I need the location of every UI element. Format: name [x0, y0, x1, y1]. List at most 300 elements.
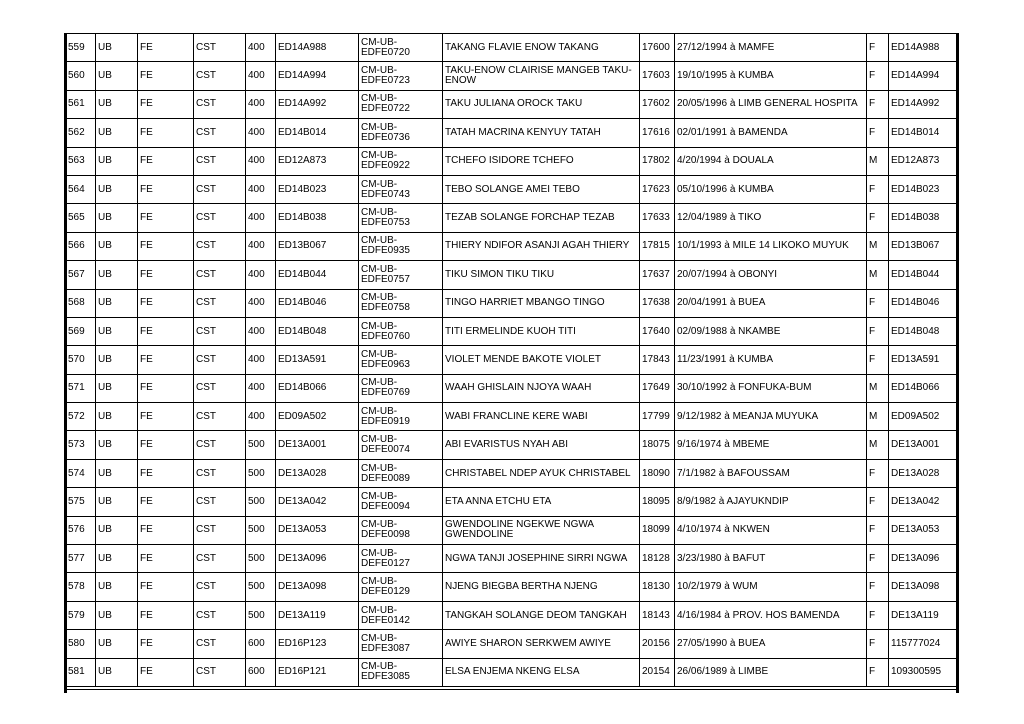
cell-id: DE13A042: [889, 488, 959, 516]
cell-faculty: FE: [138, 147, 194, 175]
cell-name: ETA ANNA ETCHU ETA: [443, 488, 640, 516]
roster-body: [66, 34, 959, 687]
cell-department: CST: [194, 431, 246, 459]
cell-number: 566: [66, 232, 96, 260]
cell-reference: 17600: [640, 34, 675, 62]
cell-reference: 17649: [640, 374, 675, 402]
cell-faculty: FE: [138, 601, 194, 629]
cell-sex: F: [867, 175, 889, 203]
cell-name: WAAH GHISLAIN NJOYA WAAH: [443, 374, 640, 402]
cell-institution: UB: [96, 175, 138, 203]
cell-level: 500: [246, 601, 276, 629]
cell-faculty: FE: [138, 658, 194, 686]
cell-faculty: FE: [138, 90, 194, 118]
cell-id: DE13A096: [889, 545, 959, 573]
cell-id: 115777024: [889, 630, 959, 658]
cell-level: 400: [246, 289, 276, 317]
cell-birth: 05/10/1996 à KUMBA: [675, 175, 867, 203]
table-row: [66, 488, 959, 516]
cell-code: CM-UB-DEFE0129: [359, 573, 443, 601]
cell-number: 570: [66, 346, 96, 374]
cell-code: CM-UB-DEFE0094: [359, 488, 443, 516]
cell-level: 400: [246, 403, 276, 431]
cell-birth: 4/20/1994 à DOUALA: [675, 147, 867, 175]
cell-institution: UB: [96, 573, 138, 601]
cell-matricule: DE13A042: [276, 488, 359, 516]
cell-department: CST: [194, 573, 246, 601]
cell-institution: UB: [96, 516, 138, 544]
cell-id: ED14B023: [889, 175, 959, 203]
cell-sex: F: [867, 119, 889, 147]
cell-department: CST: [194, 204, 246, 232]
cell-matricule: DE13A053: [276, 516, 359, 544]
cell-institution: UB: [96, 90, 138, 118]
cell-department: CST: [194, 658, 246, 686]
cell-birth: 7/1/1982 à BAFOUSSAM: [675, 459, 867, 487]
cell-sex: M: [867, 261, 889, 289]
cell-reference: 20154: [640, 658, 675, 686]
cell-birth: 02/09/1988 à NKAMBE: [675, 317, 867, 345]
cell-department: CST: [194, 34, 246, 62]
cell-faculty: FE: [138, 459, 194, 487]
cell-id: DE13A098: [889, 573, 959, 601]
cell-level: 400: [246, 90, 276, 118]
cell-number: 562: [66, 119, 96, 147]
cell-id: ED09A502: [889, 403, 959, 431]
cell-level: 400: [246, 261, 276, 289]
cell-name: WABI FRANCLINE KERE WABI: [443, 403, 640, 431]
cell-faculty: FE: [138, 261, 194, 289]
cell-level: 400: [246, 374, 276, 402]
cell-sex: F: [867, 459, 889, 487]
cell-birth: 30/10/1992 à FONFUKA-BUM: [675, 374, 867, 402]
cell-faculty: FE: [138, 232, 194, 260]
cell-sex: F: [867, 573, 889, 601]
cell-birth: 20/05/1996 à LIMB GENERAL HOSPITA: [675, 90, 867, 118]
table-row: [66, 232, 959, 260]
cell-sex: F: [867, 601, 889, 629]
cell-faculty: FE: [138, 346, 194, 374]
cell-faculty: FE: [138, 545, 194, 573]
cell-level: 400: [246, 317, 276, 345]
cell-matricule: DE13A096: [276, 545, 359, 573]
cell-faculty: FE: [138, 34, 194, 62]
cell-code: CM-UB-EDFE0922: [359, 147, 443, 175]
cell-level: 500: [246, 516, 276, 544]
cell-number: 571: [66, 374, 96, 402]
cell-matricule: ED14B044: [276, 261, 359, 289]
cell-institution: UB: [96, 204, 138, 232]
cell-birth: 9/12/1982 à MEANJA MUYUKA: [675, 403, 867, 431]
cell-number: 576: [66, 516, 96, 544]
cell-reference: 17616: [640, 119, 675, 147]
cell-level: 400: [246, 119, 276, 147]
cell-sex: F: [867, 346, 889, 374]
cell-code: CM-UB-EDFE0720: [359, 34, 443, 62]
cell-code: CM-UB-EDFE0758: [359, 289, 443, 317]
student-roster-table: [65, 33, 959, 687]
cell-birth: 27/05/1990 à BUEA: [675, 630, 867, 658]
cell-level: 500: [246, 488, 276, 516]
cell-institution: UB: [96, 34, 138, 62]
cell-number: 559: [66, 34, 96, 62]
cell-sex: F: [867, 90, 889, 118]
cell-matricule: ED14A992: [276, 90, 359, 118]
table-row: [66, 261, 959, 289]
cell-matricule: ED14B014: [276, 119, 359, 147]
cell-department: CST: [194, 601, 246, 629]
cell-department: CST: [194, 90, 246, 118]
cell-institution: UB: [96, 658, 138, 686]
cell-faculty: FE: [138, 175, 194, 203]
cell-birth: 11/23/1991 à KUMBA: [675, 346, 867, 374]
cell-number: 573: [66, 431, 96, 459]
cell-id: ED14B014: [889, 119, 959, 147]
cell-institution: UB: [96, 62, 138, 90]
cell-name: AWIYE SHARON SERKWEM AWIYE: [443, 630, 640, 658]
cell-code: CM-UB-DEFE0127: [359, 545, 443, 573]
cell-matricule: DE13A098: [276, 573, 359, 601]
cell-department: CST: [194, 630, 246, 658]
cell-id: DE13A028: [889, 459, 959, 487]
cell-matricule: ED14B048: [276, 317, 359, 345]
cell-level: 400: [246, 147, 276, 175]
cell-matricule: ED14B046: [276, 289, 359, 317]
cell-name: TIKU SIMON TIKU TIKU: [443, 261, 640, 289]
cell-institution: UB: [96, 545, 138, 573]
cell-id: ED14A994: [889, 62, 959, 90]
cell-reference: 18090: [640, 459, 675, 487]
cell-reference: 17638: [640, 289, 675, 317]
cell-name: TAKU-ENOW CLAIRISE MANGEB TAKU-ENOW: [443, 62, 640, 90]
cell-number: 560: [66, 62, 96, 90]
cell-name: TAKU JULIANA OROCK TAKU: [443, 90, 640, 118]
table-row: [66, 346, 959, 374]
cell-reference: 18128: [640, 545, 675, 573]
cell-name: TEZAB SOLANGE FORCHAP TEZAB: [443, 204, 640, 232]
cell-code: CM-UB-EDFE0723: [359, 62, 443, 90]
cell-number: 578: [66, 573, 96, 601]
table-row: [66, 175, 959, 203]
cell-code: CM-UB-EDFE0935: [359, 232, 443, 260]
cell-number: 574: [66, 459, 96, 487]
cell-birth: 26/06/1989 à LIMBE: [675, 658, 867, 686]
cell-institution: UB: [96, 601, 138, 629]
cell-level: 600: [246, 658, 276, 686]
table-row: [66, 573, 959, 601]
cell-department: CST: [194, 147, 246, 175]
cell-number: 568: [66, 289, 96, 317]
cell-matricule: ED14B038: [276, 204, 359, 232]
cell-birth: 4/10/1974 à NKWEN: [675, 516, 867, 544]
cell-level: 400: [246, 62, 276, 90]
cell-birth: 4/16/1984 à PROV. HOS BAMENDA: [675, 601, 867, 629]
cell-code: CM-UB-EDFE0743: [359, 175, 443, 203]
cell-name: TEBO SOLANGE AMEI TEBO: [443, 175, 640, 203]
cell-matricule: ED16P121: [276, 658, 359, 686]
cell-faculty: FE: [138, 317, 194, 345]
cell-name: VIOLET MENDE BAKOTE VIOLET: [443, 346, 640, 374]
cell-birth: 10/2/1979 à WUM: [675, 573, 867, 601]
cell-name: GWENDOLINE NGEKWE NGWA GWENDOLINE: [443, 516, 640, 544]
table-row: [66, 516, 959, 544]
cell-faculty: FE: [138, 119, 194, 147]
cell-level: 400: [246, 34, 276, 62]
cell-reference: 17799: [640, 403, 675, 431]
cell-level: 600: [246, 630, 276, 658]
cell-matricule: ED14A988: [276, 34, 359, 62]
cell-faculty: FE: [138, 204, 194, 232]
cell-id: ED14A988: [889, 34, 959, 62]
cell-level: 400: [246, 175, 276, 203]
cell-reference: 17637: [640, 261, 675, 289]
cell-name: TCHEFO ISIDORE TCHEFO: [443, 147, 640, 175]
cell-birth: 12/04/1989 à TIKO: [675, 204, 867, 232]
cell-department: CST: [194, 175, 246, 203]
cell-department: CST: [194, 232, 246, 260]
cell-reference: 17602: [640, 90, 675, 118]
cell-level: 500: [246, 431, 276, 459]
cell-name: THIERY NDIFOR ASANJI AGAH THIERY: [443, 232, 640, 260]
cell-name: TINGO HARRIET MBANGO TINGO: [443, 289, 640, 317]
cell-faculty: FE: [138, 488, 194, 516]
cell-sex: F: [867, 658, 889, 686]
cell-number: 572: [66, 403, 96, 431]
table-row: [66, 34, 959, 62]
cell-matricule: ED14A994: [276, 62, 359, 90]
cell-sex: M: [867, 374, 889, 402]
cell-level: 500: [246, 545, 276, 573]
cell-department: CST: [194, 261, 246, 289]
cell-name: TITI ERMELINDE KUOH TITI: [443, 317, 640, 345]
cell-birth: 27/12/1994 à MAMFE: [675, 34, 867, 62]
table-row: [66, 147, 959, 175]
cell-institution: UB: [96, 403, 138, 431]
cell-number: 563: [66, 147, 96, 175]
cell-id: ED14B038: [889, 204, 959, 232]
cell-reference: 18095: [640, 488, 675, 516]
cell-id: DE13A119: [889, 601, 959, 629]
cell-code: CM-UB-EDFE0722: [359, 90, 443, 118]
cell-code: CM-UB-EDFE0760: [359, 317, 443, 345]
cell-level: 500: [246, 573, 276, 601]
cell-id: ED13B067: [889, 232, 959, 260]
cell-reference: 17843: [640, 346, 675, 374]
cell-birth: 20/04/1991 à BUEA: [675, 289, 867, 317]
cell-sex: M: [867, 403, 889, 431]
cell-department: CST: [194, 488, 246, 516]
cell-institution: UB: [96, 346, 138, 374]
cell-birth: 02/01/1991 à BAMENDA: [675, 119, 867, 147]
cell-reference: 17633: [640, 204, 675, 232]
cell-institution: UB: [96, 459, 138, 487]
cell-department: CST: [194, 374, 246, 402]
cell-institution: UB: [96, 630, 138, 658]
cell-id: DE13A001: [889, 431, 959, 459]
cell-faculty: FE: [138, 403, 194, 431]
cell-institution: UB: [96, 261, 138, 289]
cell-department: CST: [194, 459, 246, 487]
cell-number: 565: [66, 204, 96, 232]
cell-sex: F: [867, 317, 889, 345]
cell-id: ED14B044: [889, 261, 959, 289]
cell-sex: F: [867, 488, 889, 516]
cell-sex: F: [867, 516, 889, 544]
cell-level: 400: [246, 232, 276, 260]
cell-department: CST: [194, 346, 246, 374]
cell-name: NJENG BIEGBA BERTHA NJENG: [443, 573, 640, 601]
cell-name: ABI EVARISTUS NYAH ABI: [443, 431, 640, 459]
cell-id: DE13A053: [889, 516, 959, 544]
cell-code: CM-UB-EDFE0757: [359, 261, 443, 289]
cell-department: CST: [194, 119, 246, 147]
table-row: [66, 459, 959, 487]
cell-sex: F: [867, 34, 889, 62]
cell-matricule: ED12A873: [276, 147, 359, 175]
cell-faculty: FE: [138, 62, 194, 90]
cell-reference: 17603: [640, 62, 675, 90]
cell-id: ED14A992: [889, 90, 959, 118]
table-row: [66, 119, 959, 147]
table-row: [66, 431, 959, 459]
cell-code: CM-UB-EDFE3085: [359, 658, 443, 686]
cell-birth: 10/1/1993 à MILE 14 LIKOKO MUYUK: [675, 232, 867, 260]
cell-birth: 8/9/1982 à AJAYUKNDIP: [675, 488, 867, 516]
cell-number: 580: [66, 630, 96, 658]
cell-id: ED13A591: [889, 346, 959, 374]
cell-sex: F: [867, 204, 889, 232]
cell-level: 400: [246, 346, 276, 374]
cell-reference: 17623: [640, 175, 675, 203]
cell-name: ELSA ENJEMA NKENG ELSA: [443, 658, 640, 686]
cell-department: CST: [194, 516, 246, 544]
cell-number: 567: [66, 261, 96, 289]
table-row: [66, 289, 959, 317]
cell-reference: 18143: [640, 601, 675, 629]
cell-sex: M: [867, 232, 889, 260]
cell-sex: F: [867, 289, 889, 317]
cell-sex: F: [867, 62, 889, 90]
cell-matricule: ED09A502: [276, 403, 359, 431]
cell-code: CM-UB-DEFE0098: [359, 516, 443, 544]
cell-code: CM-UB-EDFE0736: [359, 119, 443, 147]
cell-reference: 17802: [640, 147, 675, 175]
cell-institution: UB: [96, 147, 138, 175]
cell-institution: UB: [96, 289, 138, 317]
table-row: [66, 90, 959, 118]
cell-number: 581: [66, 658, 96, 686]
cell-institution: UB: [96, 119, 138, 147]
cell-name: CHRISTABEL NDEP AYUK CHRISTABEL: [443, 459, 640, 487]
cell-sex: M: [867, 431, 889, 459]
cell-id: 109300595: [889, 658, 959, 686]
cell-sex: F: [867, 545, 889, 573]
table-row: [66, 204, 959, 232]
cell-id: ED14B046: [889, 289, 959, 317]
cell-birth: 19/10/1995 à KUMBA: [675, 62, 867, 90]
table-row: [66, 545, 959, 573]
cell-number: 561: [66, 90, 96, 118]
cell-birth: 20/07/1994 à OBONYI: [675, 261, 867, 289]
cell-department: CST: [194, 403, 246, 431]
cell-department: CST: [194, 317, 246, 345]
cell-number: 569: [66, 317, 96, 345]
cell-birth: 9/16/1974 à MBEME: [675, 431, 867, 459]
cell-institution: UB: [96, 431, 138, 459]
cell-name: TANGKAH SOLANGE DEOM TANGKAH: [443, 601, 640, 629]
cell-number: 579: [66, 601, 96, 629]
cell-id: ED12A873: [889, 147, 959, 175]
cell-id: ED14B048: [889, 317, 959, 345]
cell-matricule: ED13A591: [276, 346, 359, 374]
cell-sex: M: [867, 147, 889, 175]
table-row: [66, 403, 959, 431]
cell-reference: 17815: [640, 232, 675, 260]
cell-code: CM-UB-EDFE3087: [359, 630, 443, 658]
cell-number: 577: [66, 545, 96, 573]
cell-code: CM-UB-EDFE0963: [359, 346, 443, 374]
cell-id: ED14B066: [889, 374, 959, 402]
cell-reference: 17640: [640, 317, 675, 345]
cell-matricule: DE13A119: [276, 601, 359, 629]
cell-faculty: FE: [138, 516, 194, 544]
table-row: [66, 630, 959, 658]
cell-code: CM-UB-EDFE0753: [359, 204, 443, 232]
cell-birth: 3/23/1980 à BAFUT: [675, 545, 867, 573]
cell-faculty: FE: [138, 630, 194, 658]
cell-code: CM-UB-DEFE0142: [359, 601, 443, 629]
cell-number: 564: [66, 175, 96, 203]
cell-faculty: FE: [138, 289, 194, 317]
cell-institution: UB: [96, 317, 138, 345]
cell-matricule: ED13B067: [276, 232, 359, 260]
cell-name: TAKANG FLAVIE ENOW TAKANG: [443, 34, 640, 62]
cell-matricule: ED16P123: [276, 630, 359, 658]
table-row: [66, 317, 959, 345]
page-bottom-rule: [64, 689, 959, 690]
cell-name: TATAH MACRINA KENYUY TATAH: [443, 119, 640, 147]
cell-code: CM-UB-DEFE0074: [359, 431, 443, 459]
cell-reference: 18130: [640, 573, 675, 601]
cell-institution: UB: [96, 488, 138, 516]
cell-department: CST: [194, 289, 246, 317]
cell-level: 500: [246, 459, 276, 487]
table-row: [66, 62, 959, 90]
cell-matricule: ED14B023: [276, 175, 359, 203]
cell-reference: 18099: [640, 516, 675, 544]
cell-matricule: DE13A001: [276, 431, 359, 459]
cell-faculty: FE: [138, 374, 194, 402]
cell-department: CST: [194, 545, 246, 573]
cell-department: CST: [194, 62, 246, 90]
cell-reference: 20156: [640, 630, 675, 658]
cell-code: CM-UB-EDFE0919: [359, 403, 443, 431]
cell-number: 575: [66, 488, 96, 516]
cell-faculty: FE: [138, 573, 194, 601]
table-row: [66, 374, 959, 402]
table-row: [66, 601, 959, 629]
cell-level: 400: [246, 204, 276, 232]
cell-name: NGWA TANJI JOSEPHINE SIRRI NGWA: [443, 545, 640, 573]
cell-institution: UB: [96, 374, 138, 402]
cell-institution: UB: [96, 232, 138, 260]
cell-reference: 18075: [640, 431, 675, 459]
cell-matricule: ED14B066: [276, 374, 359, 402]
table-row: [66, 658, 959, 686]
cell-faculty: FE: [138, 431, 194, 459]
cell-sex: F: [867, 630, 889, 658]
cell-code: CM-UB-EDFE0769: [359, 374, 443, 402]
